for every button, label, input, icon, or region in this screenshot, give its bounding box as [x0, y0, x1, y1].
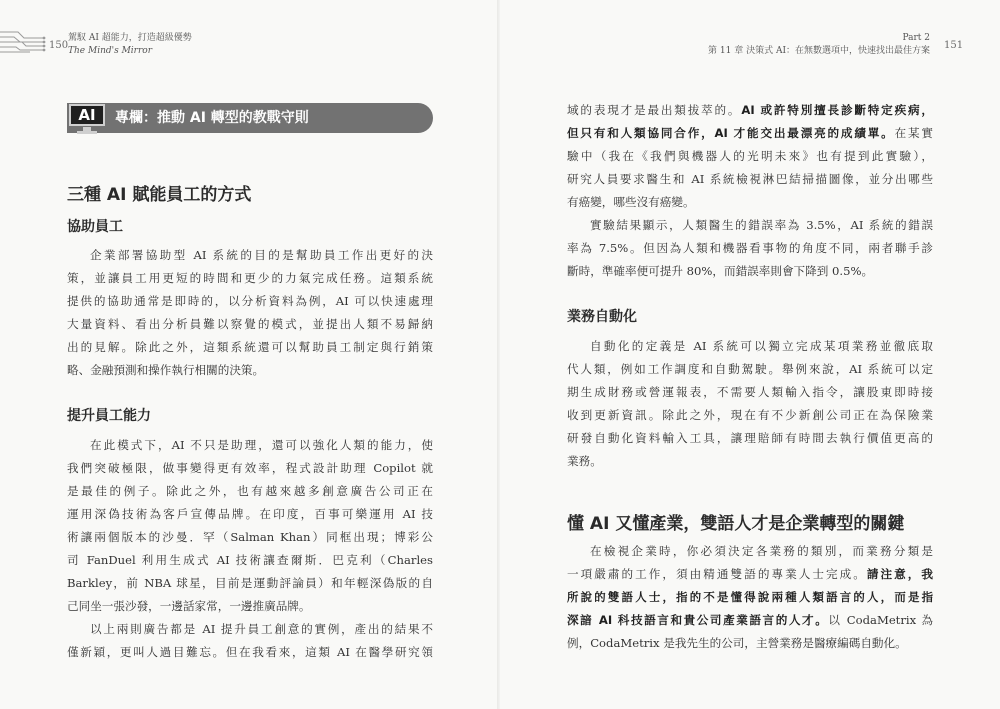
text-run: 在某實	[894, 126, 933, 140]
text-line: 是最佳的例子。除此之外，也有越來越多創意廣告公司正在	[67, 484, 433, 498]
subsection-title-automation: 業務自動化	[567, 309, 637, 325]
text-line: 實驗結果顯示，人類醫生的錯誤率為 3.5%，AI 系統的錯誤	[590, 218, 933, 232]
text-line: 司 FanDuel 利用生成式 AI 技術讓查爾斯．巴克利（Charles	[67, 553, 433, 567]
section-title: 三種 AI 賦能員工的方式	[67, 185, 252, 205]
text-line: 代人類，例如工作調度和自動駕駛。舉例來說，AI 系統可以定	[567, 362, 933, 376]
text-line	[567, 122, 933, 145]
text-run: 以 CodaMetrix 為	[828, 613, 933, 627]
text-line: 期生成財務或營運報表，不需要人類輸入指令，讓股東即時接	[567, 385, 933, 399]
text-line	[567, 99, 933, 122]
running-header	[68, 32, 192, 58]
text-line: 出的見解。除此之外，這類系統還可以幫助員工制定與行銷策	[67, 340, 433, 354]
column-banner	[67, 103, 433, 133]
right-page	[500, 0, 1000, 709]
text-line: 提供的協助通常是即時的，以分析資料為例，AI 可以快速處理	[67, 294, 433, 308]
text-line: 己同坐一張沙發，一邊話家常，一邊推廣品牌。	[67, 599, 311, 613]
text-run: 一項嚴肅的工作，須由精通雙語的專業人士完成。	[567, 567, 867, 581]
text-run: 域的表現才是最出類拔萃的。	[567, 103, 742, 117]
text-line: 略、金融預測和操作執行相關的決策。	[67, 363, 265, 377]
text-line: 研發自動化資料輸入工具，讓理賠師有時間去執行價值更高的	[567, 431, 933, 445]
book-subtitle: The Mind's Mirror	[68, 46, 153, 56]
paragraph-enhance	[67, 434, 433, 664]
text-line: 研究人員要求醫生和 AI 系統檢視淋巴結掃描圖像，並分出哪些	[567, 172, 933, 186]
text-line: 大量資料、看出分析員難以察覺的模式，並提出人類不易歸納	[67, 317, 433, 331]
page-number: 151	[944, 40, 964, 51]
text-line: 在此模式下，AI 不只是助理，還可以強化人類的能力，使	[90, 438, 433, 452]
circuit-decoration-icon	[0, 26, 48, 56]
ai-icon-label: AI	[69, 104, 105, 126]
emphasis-text: 請注意，我	[866, 567, 933, 581]
text-line: 策，並讓員工用更短的時間和更少的力氣完成任務。這類系統	[67, 271, 433, 285]
text-line: Barkley，前 NBA 球星，目前是運動評論員）和年輕深偽版的自	[67, 576, 433, 590]
text-line: 所說的雙語人士，指的不是懂得說兩種人類語言的人，而是指	[567, 590, 933, 604]
text-line: 收到更新資訊。除此之外，現在有不少新創公司正在為保險業	[567, 408, 933, 422]
text-line	[567, 609, 933, 632]
text-line: 在檢視企業時，你必須決定各業務的類別，而業務分類是	[590, 544, 933, 558]
text-line: 驗中（我在《我們與機器人的光明未來》也有提到此實驗），	[567, 149, 933, 163]
book-title: 駕馭 AI 超能力，打造超級優勢	[68, 33, 192, 43]
running-header	[708, 32, 930, 58]
text-line: 例，CodaMetrix 是我先生的公司，主營業務是醫療編碼自動化。	[567, 636, 907, 650]
text-line: 業務。	[567, 454, 602, 468]
emphasis-text: 深諳 AI 科技語言和貴公司產業語言的人才。	[567, 613, 829, 627]
text-line: 有癌變，哪些沒有癌變。	[567, 195, 695, 209]
paragraph-bilingual	[567, 540, 933, 655]
text-line: 僅新穎，更叫人過目難忘。但在我看來，這類 AI 在醫學研究領	[67, 645, 433, 659]
text-line: 自動化的定義是 AI 系統可以獨立完成某項業務並徹底取	[590, 339, 933, 353]
paragraph-assist	[67, 244, 433, 382]
subsection-title-assist: 協助員工	[67, 219, 123, 235]
text-line: 我們突破極限，做事變得更有效率，程式設計助理 Copilot 就	[67, 461, 433, 475]
paragraph-automation	[567, 335, 933, 473]
text-line: 率為 7.5%。但因為人類和機器看事物的角度不同，兩者聯手診	[567, 241, 933, 255]
text-line: 運用深偽技術為客戶宣傳品牌。在印度，百事可樂運用 AI 技	[67, 507, 433, 521]
part-label: Part 2	[902, 33, 930, 43]
text-line: 以上兩則廣告都是 AI 提升員工創意的實例，產出的結果不	[90, 622, 433, 636]
page-number: 150	[49, 40, 69, 51]
banner-title: 專欄：推動 AI 轉型的教戰守則	[115, 110, 309, 126]
emphasis-text: 但只有和人類協同合作，AI 才能交出最漂亮的成績單。	[567, 126, 895, 140]
emphasis-text: AI 或許特別擅長診斷特定疾病，	[741, 103, 933, 117]
text-line	[567, 563, 933, 586]
text-line: 企業部署協助型 AI 系統的目的是幫助員工作出更好的決	[90, 248, 433, 262]
subsection-title-enhance: 提升員工能力	[67, 408, 151, 424]
chapter-title: 第 11 章 決策式 AI：在無數選項中，快速找出最佳方案	[708, 46, 930, 56]
text-line: 術讓兩個版本的沙曼．罕（Salman Khan）同框出現；博彩公	[67, 530, 433, 544]
text-line: 斷時，準確率便可提升 80%，而錯誤率則會下降到 0.5%。	[567, 264, 874, 278]
paragraph-continued	[567, 99, 933, 283]
section-title-bilingual: 懂 AI 又懂產業，雙語人才是企業轉型的關鍵	[567, 514, 905, 534]
ai-monitor-icon	[67, 102, 107, 132]
